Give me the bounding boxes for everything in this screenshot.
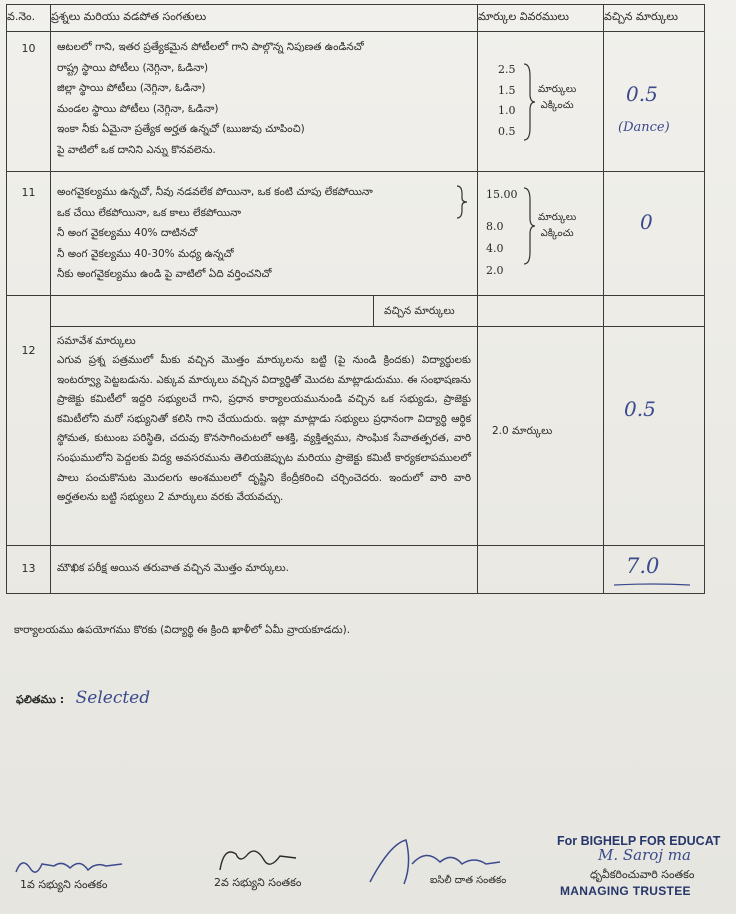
marks-note: ఎక్కించు [540, 100, 574, 111]
mark-value: 2.0 [486, 264, 504, 277]
underline-mark [612, 582, 692, 588]
obtained-mark: 0 [640, 210, 653, 234]
obtained-note: (Dance) [618, 120, 670, 135]
mark-value: 4.0 [486, 242, 504, 255]
question-line: ఆటలలో గాని, ఇతర ప్రత్యేకమైన పోటీలలో గాని పాల్గొన్న నిపుణత ఉండినచో [57, 41, 364, 53]
row-question [51, 296, 478, 546]
marks-detail [478, 172, 604, 296]
marks-obtained [604, 296, 705, 546]
header-marks-obtained: వచ్చిన మార్కులు [604, 5, 705, 32]
question-line: ఇంకా నీకు ఏమైనా ప్రత్యేక అర్హత ఉన్నచో (ఋజువు చూపించి) [57, 123, 305, 135]
office-use-note: కార్యాలయము ఉపయోగము కొరకు (విద్యార్థి ఈ క్రింది ఖాళీలో ఏమీ వ్రాయకూడదు). [14, 624, 351, 636]
result-label: ఫలితము : [16, 693, 65, 706]
marks-detail [478, 32, 604, 172]
question-line: నీ అంగ వైకల్యము 40-30% మధ్య ఉన్నచో [57, 247, 234, 260]
row-number: 11 [7, 172, 51, 296]
header-question: ప్రశ్నలు మరియు వడపోత సంగతులు [51, 5, 478, 32]
marks-obtained [604, 172, 705, 296]
question-line: మండల స్థాయి పోటీలు (నెగ్గినా, ఓడినా) [57, 102, 219, 115]
stamp-organization: For BIGHELP FOR EDUCAT [557, 834, 721, 848]
obtained-mark: 0.5 [624, 397, 656, 421]
curly-brace-icon [455, 184, 469, 220]
marks-table [6, 4, 705, 594]
header-marks-detail: మార్కుల వివరములు [478, 5, 604, 32]
marks-detail [478, 546, 604, 594]
question-line: మౌఖిక పరీక్ష అయిన తరువాత వచ్చిన మొత్తం మార్కులు. [57, 562, 289, 574]
row-question [51, 32, 478, 172]
question-line: రాష్ట్ర స్థాయి పోటీలు (నెగ్గినా, ఓడినా) [57, 61, 209, 74]
mark-value: 2.5 [498, 63, 516, 76]
interview-paragraph: ఎగువ ప్రశ్న పత్రములో మీకు వచ్చిన మొత్తం మార్కులను బట్టి (పై నుండి క్రిందకు) విద్యార్థులకు ఇంటర్వ్యూ పెట్టబడును. ఎక్కువ మార్కులు వచ్చిన విద్యార్థితో మొదట మాట్లాడుదుము. ఈ సంభాషణను ప్రాజెక్టు కమిటీలో ఇద్దరి సభ్యులచే గాని, ప్రధాన కార్యాలయమునుండి వచ్చిన ఒక సభ్యుడు, ప్రాజెక్టు కమిటీలోని మరో సభ్యునితో కలిసి గాని చేయుదురు. ఇట్లా మాట్లాడు సభ్యులు ప్రధానంగా విద్యార్థి ఆర్థిక స్థోమత, కుటుంబ పరిస్థితి, చదువు కొనసాగించుటలో ఆశక్తి, వ్యక్తిత్వము, సాంఘిక సేవాతత్పరత, వారి సంఘములోని పెద్దలకు విద్య అవసరమును తెలియజెప్పుట మరియు ప్రాజెక్టు కమిటీ కార్యకలాపములలో పాలు పంచుకొనుట మొదలగు అంశములలో దృష్టిని కేంద్రీకరించి చర్చించెదరు. ఇందులో వారి వారి అర్హతలను బట్టి సభ్యులు 2 మార్కులు వరకు వేయవచ్చు. [57, 354, 471, 504]
result-value: Selected [75, 688, 151, 708]
row-number: 10 [7, 32, 51, 172]
marks-detail [478, 296, 604, 546]
signature-label-member2: 2వ సభ్యుని సంతకం [214, 876, 302, 889]
mark-value: 8.0 [486, 220, 504, 233]
row-number: 13 [7, 546, 51, 594]
row-question [51, 172, 478, 296]
marks-note: మార్కులు [538, 212, 577, 223]
marks-note: మార్కులు [538, 84, 577, 95]
table-header-row [7, 5, 705, 32]
obtained-mark: 0.5 [626, 82, 658, 106]
mark-value: 1.0 [498, 104, 516, 117]
question-line: నీకు అంగవైకల్యము ఉండి పై వాటిలో ఏది వర్తించనిచో [57, 268, 272, 280]
signature-member2 [210, 840, 300, 880]
question-line: నీ అంగ వైకల్యము 40% దాటినచో [57, 227, 198, 239]
question-line: ఒక చేయి లేకపోయినా, ఒక కాలు లేకపోయినా [57, 206, 242, 219]
mark-value: 15.00 [486, 188, 518, 201]
row-question [51, 546, 478, 594]
obtained-mark: 7.0 [626, 554, 660, 578]
question-line: జిల్లా స్థాయి పోటీలు (నెగ్గినా, ఓడినా) [57, 82, 206, 94]
signature-label-member1: 1వ సభ్యుని సంతకం [20, 878, 108, 891]
question-line: పై వాటిలో ఒక దానిని ఎన్ను కొనవలెను. [57, 143, 216, 156]
table-row-13 [7, 546, 705, 594]
section-title: సమావేశ మార్కులు [57, 335, 136, 347]
table-row-10 [7, 32, 705, 172]
row-number: 12 [7, 296, 51, 546]
header-sno: వ.నెం. [7, 5, 51, 32]
result-field [16, 688, 150, 709]
signature-label-donor: ఐసిలీ దాత సంతకం [430, 875, 507, 886]
stamp-role: MANAGING TRUSTEE [560, 884, 691, 898]
table-row-12 [7, 296, 705, 546]
table-row-11 [7, 172, 705, 296]
marks-obtained [604, 546, 705, 594]
mark-value: 0.5 [498, 124, 516, 138]
obtained-subheader: వచ్చిన మార్కులు [373, 296, 477, 326]
marks-obtained [604, 32, 705, 172]
stamp-handwritten-name: M. Saroj ma [598, 846, 691, 864]
question-line: అంగవైకల్యము ఉన్నచో, నీవు నడవలేక పోయినా, ఒక కంటి చూపు లేకపోయినా [57, 186, 373, 198]
curly-brace-icon [522, 186, 536, 266]
signature-label-authority: ధృవీకరించువారి సంతకం [590, 868, 695, 881]
marks-value: 2.0 మార్కులు [492, 425, 553, 437]
curly-brace-icon [522, 62, 536, 142]
marks-note: ఎక్కించు [540, 228, 574, 239]
mark-value: 1.5 [498, 83, 516, 97]
